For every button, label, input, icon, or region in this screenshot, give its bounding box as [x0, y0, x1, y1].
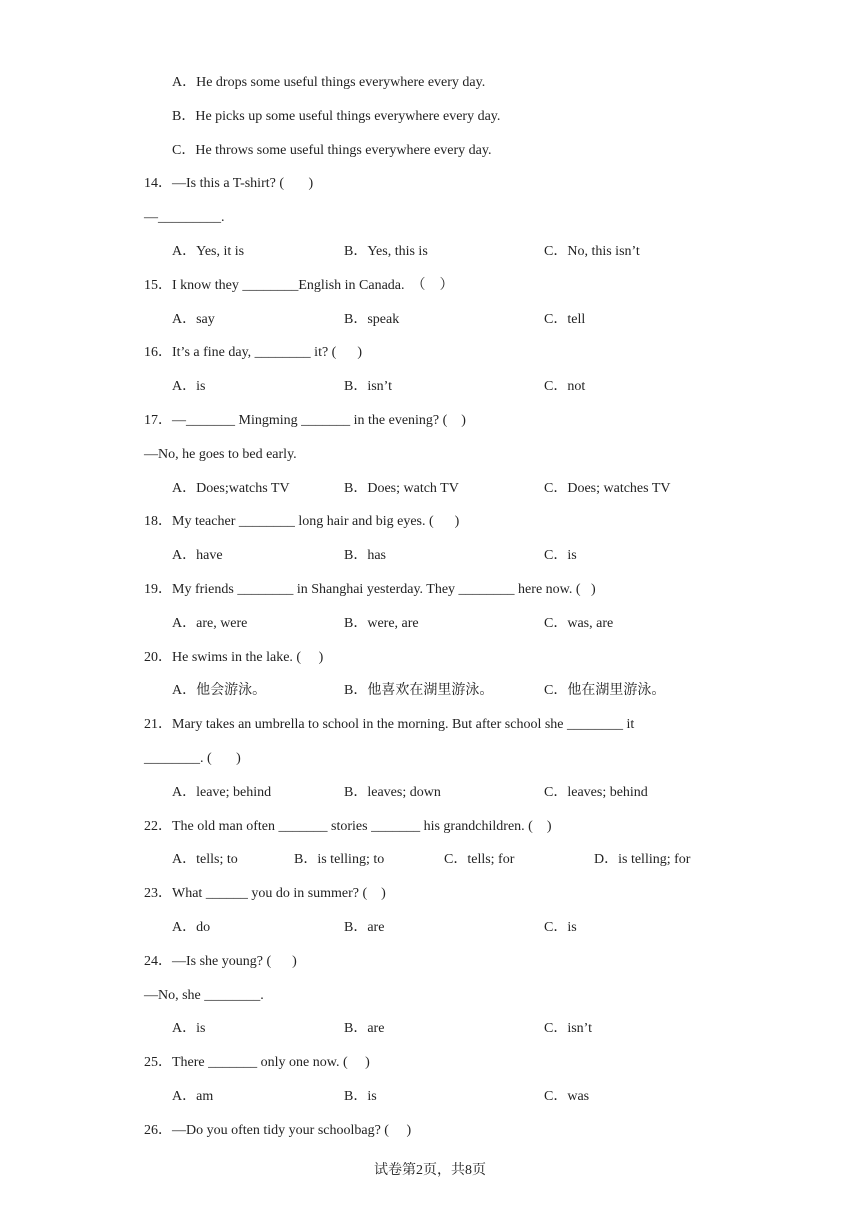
- options-row: [0, 850, 860, 870]
- answer-option: C．tells; for: [444, 852, 515, 867]
- answer-option: C．leaves; behind: [544, 785, 648, 800]
- answer-option: B．他喜欢在湖里游泳。: [344, 683, 494, 698]
- answer-option: B．He picks up some useful things everywhere every day.: [172, 109, 501, 124]
- answer-option: B．is telling; to: [294, 852, 385, 867]
- question-text: 25．There _______ only one now. ( ): [144, 1055, 370, 1070]
- answer-option: A．Does;watchs TV: [172, 481, 290, 496]
- answer-option: D．is telling; for: [594, 852, 691, 867]
- answer-option: A．say: [172, 312, 215, 327]
- question-text: 16．It’s a fine day, ________ it? ( ): [144, 345, 362, 360]
- options-row: [0, 310, 860, 330]
- answer-option: A．is: [172, 379, 206, 394]
- question-text: 23．What ______ you do in summer? ( ): [144, 886, 386, 901]
- answer-option: B．isn’t: [344, 379, 392, 394]
- answer-option: C．isn’t: [544, 1021, 592, 1036]
- answer-option: C．was: [544, 1089, 590, 1104]
- answer-option: C．Does; watches TV: [544, 481, 671, 496]
- answer-line: —_________.: [144, 210, 225, 225]
- answer-option: A．do: [172, 920, 211, 935]
- question-text: 26．—Do you often tidy your schoolbag? ( ): [144, 1123, 412, 1138]
- answer-option: C．No, this isn’t: [544, 244, 640, 259]
- options-row: [0, 242, 860, 262]
- answer-option: B．are: [344, 920, 385, 935]
- answer-option: A．have: [172, 548, 223, 563]
- answer-option: C．tell: [544, 312, 586, 327]
- options-row: [0, 614, 860, 634]
- answer-option: C．was, are: [544, 616, 614, 631]
- question-text: 19．My friends ________ in Shanghai yesterday. They ________ here now. ( ): [144, 582, 596, 597]
- answer-option: A．is: [172, 1021, 206, 1036]
- answer-option: B．Yes, this is: [344, 244, 428, 259]
- answer-option: B．are: [344, 1021, 385, 1036]
- answer-option: B．is: [344, 1089, 377, 1104]
- options-row: [0, 479, 860, 499]
- answer-option: B．were, are: [344, 616, 419, 631]
- answer-option: A．leave; behind: [172, 785, 272, 800]
- answer-option: C．He throws some useful things everywhere every day.: [172, 143, 492, 158]
- options-row: [0, 918, 860, 938]
- answer-option: C．is: [544, 548, 577, 563]
- answer-option: A．Yes, it is: [172, 244, 245, 259]
- answer-line: —No, she ________.: [144, 988, 264, 1003]
- page-footer: 试卷第2页，共8页: [374, 1163, 486, 1178]
- answer-line: —No, he goes to bed early.: [144, 447, 297, 462]
- question-text: 21．Mary takes an umbrella to school in the morning. But after school she ________ it: [144, 717, 635, 732]
- question-text: 18．My teacher ________ long hair and big eyes. ( ): [144, 514, 460, 529]
- answer-option: C．not: [544, 379, 586, 394]
- question-text: 17．—_______ Mingming _______ in the evening? ( ): [144, 413, 466, 428]
- options-row: [0, 1019, 860, 1039]
- answer-option: B．leaves; down: [344, 785, 441, 800]
- answer-option: B．speak: [344, 312, 400, 327]
- question-text: 24．—Is she young? ( ): [144, 954, 297, 969]
- question-text: 20．He swims in the lake. ( ): [144, 650, 324, 665]
- answer-line: ________. ( ): [144, 751, 241, 766]
- options-row: [0, 1087, 860, 1107]
- answer-option: A．他会游泳。: [172, 683, 267, 698]
- answer-option: A．He drops some useful things everywhere every day.: [172, 75, 486, 90]
- answer-option: C．is: [544, 920, 577, 935]
- options-row: [0, 546, 860, 566]
- question-text: 22．The old man often _______ stories _______ his grandchildren. ( ): [144, 819, 552, 834]
- question-text: 15．I know they ________English in Canada. （ ）: [144, 278, 454, 293]
- options-row: [0, 377, 860, 397]
- options-row: [0, 783, 860, 803]
- answer-option: A．am: [172, 1089, 214, 1104]
- options-row: [0, 681, 860, 701]
- answer-option: C．他在湖里游泳。: [544, 683, 666, 698]
- question-text: 14．—Is this a T-shirt? ( ): [144, 176, 314, 191]
- answer-option: B．has: [344, 548, 386, 563]
- answer-option: B．Does; watch TV: [344, 481, 459, 496]
- answer-option: A．are, were: [172, 616, 248, 631]
- answer-option: A．tells; to: [172, 852, 238, 867]
